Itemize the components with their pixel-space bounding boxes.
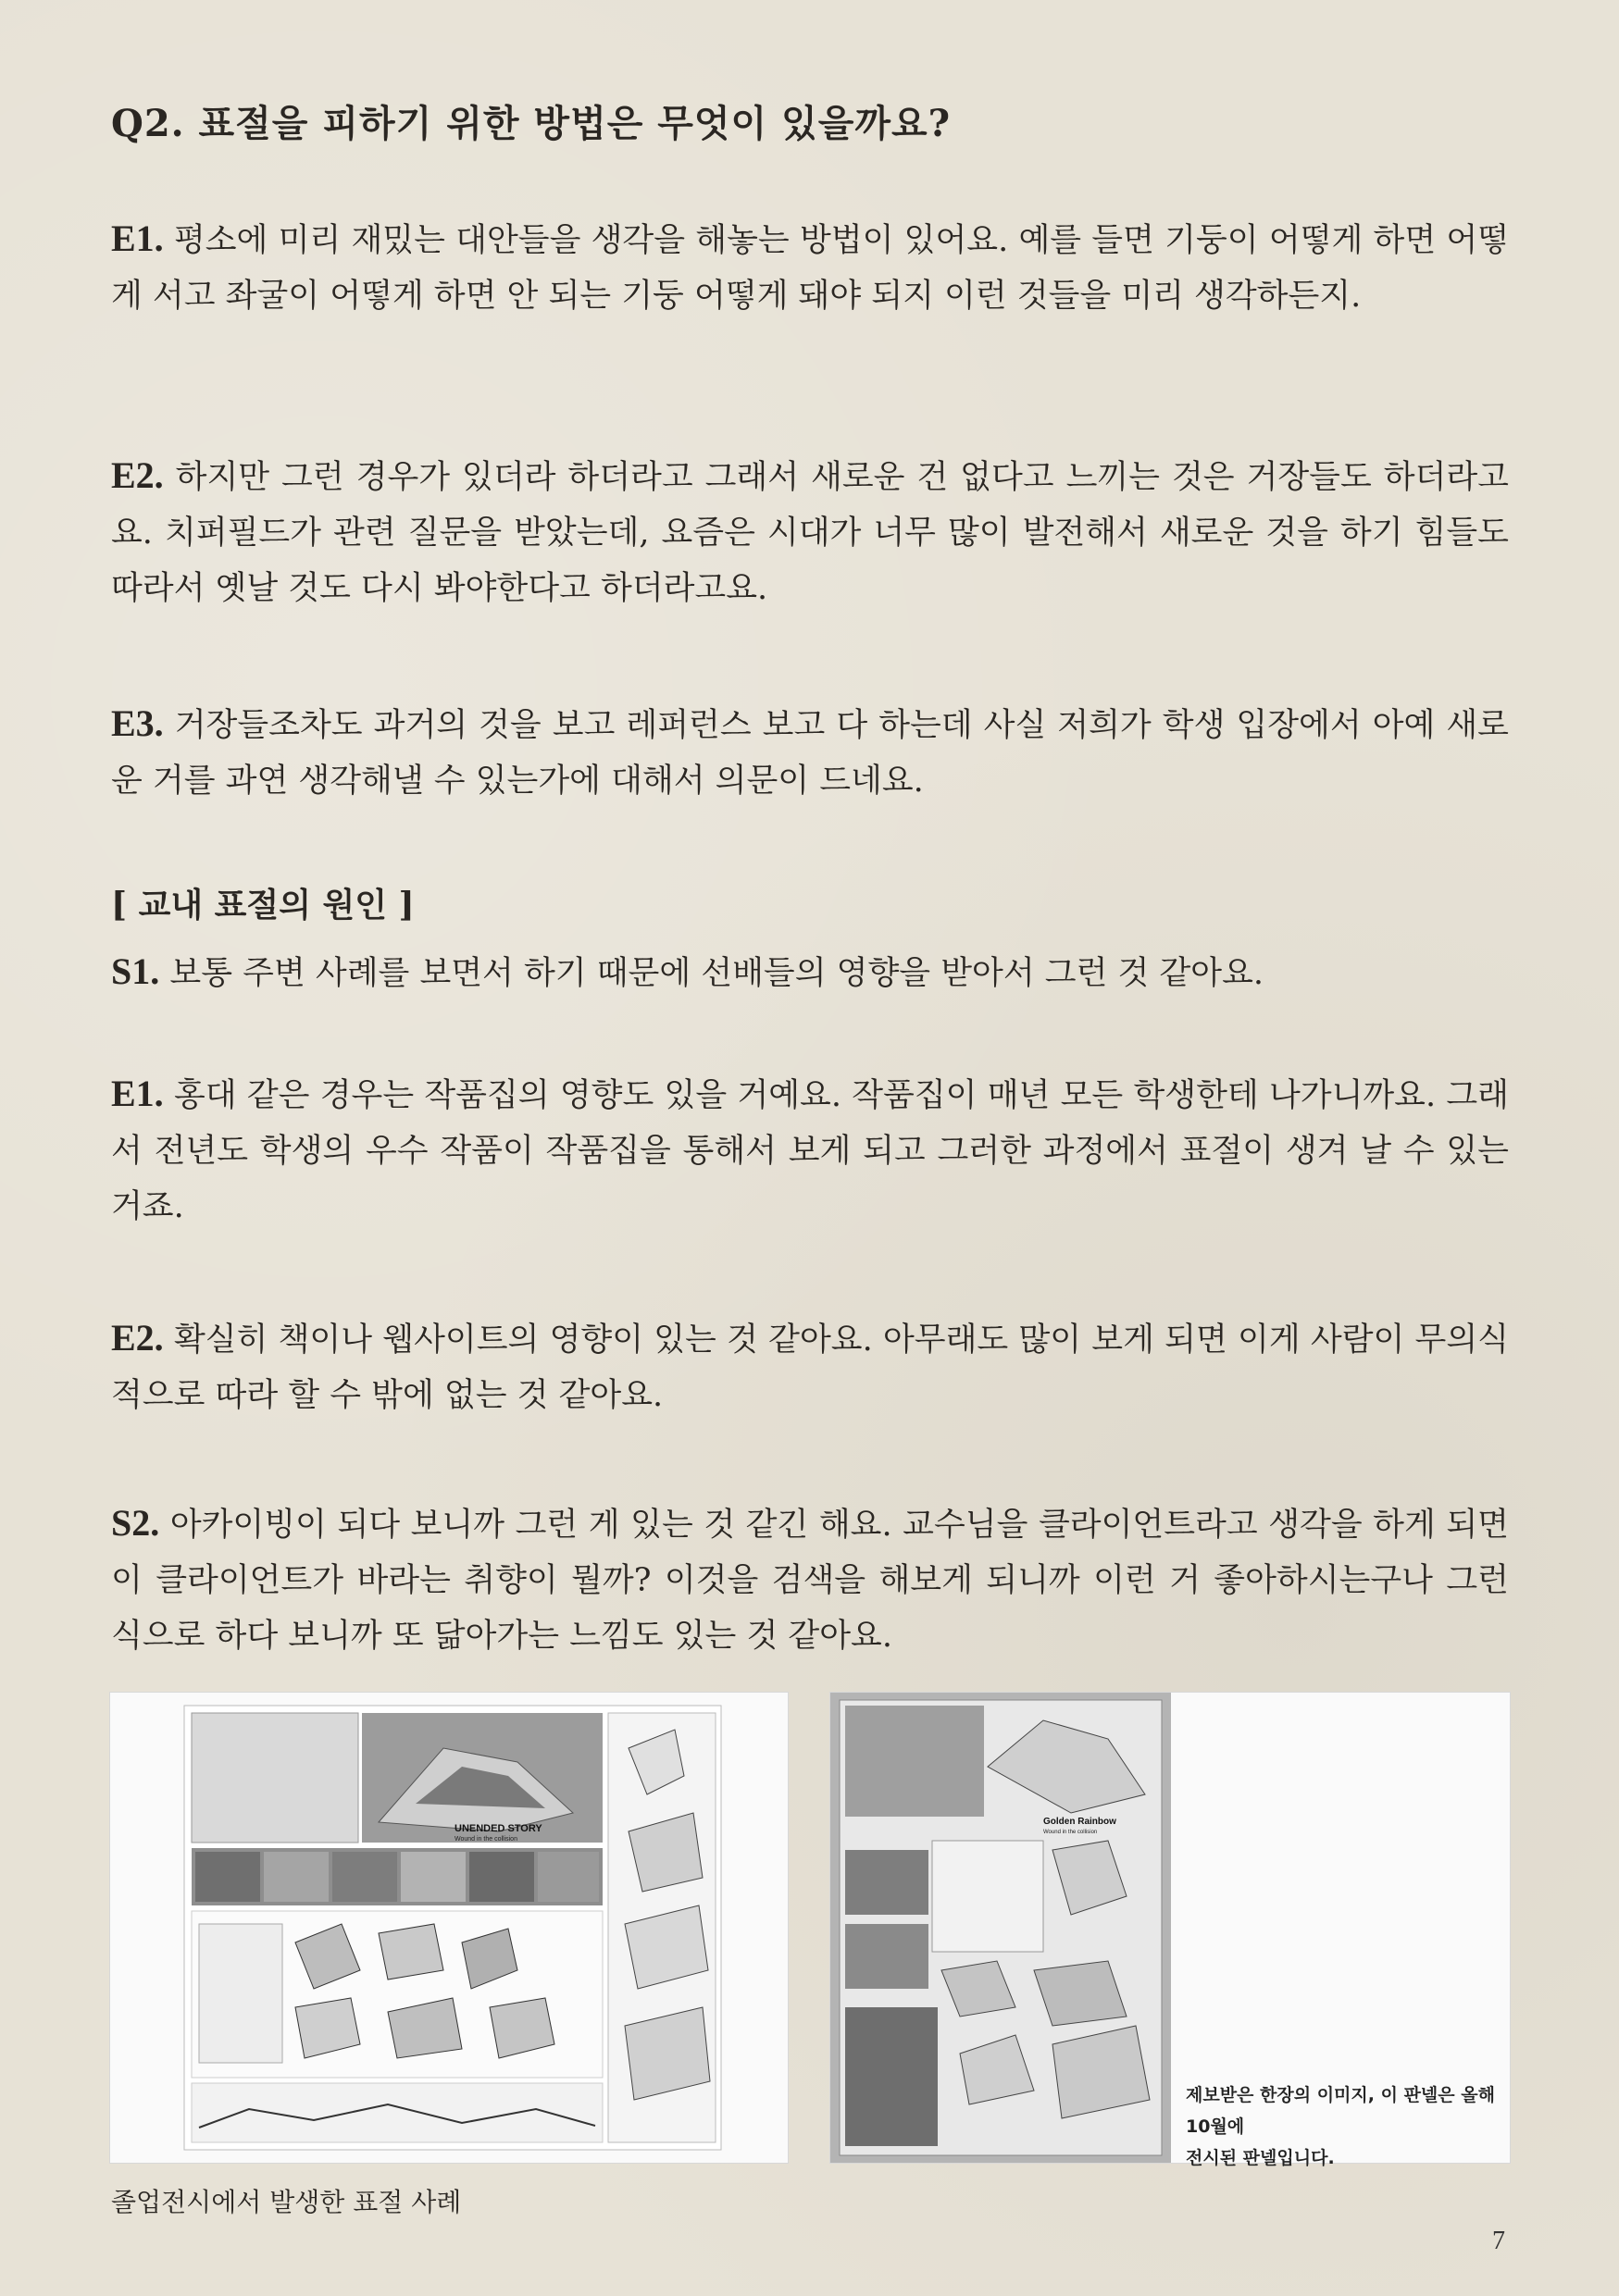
page-number: 7 (1492, 2227, 1505, 2255)
speaker-tag: S1. (111, 950, 160, 992)
answer-text: 평소에 미리 재밌는 대안들을 생각을 해놓는 방법이 있어요. 예를 들면 기둥이 어떻게 하면 어떻게 서고 좌굴이 어떻게 하면 안 되는 기둥 어떻게 돼야 되지 이런 것들을 미리 생각하든지. (111, 222, 1509, 315)
panel-title-right: Golden Rainbow (1043, 1817, 1116, 1827)
answer-e3 (111, 696, 1509, 809)
panel-subtitle-right: Wound in the collision (1043, 1830, 1098, 1835)
answer-text: 홍대 같은 경우는 작품집의 영향도 있을 거예요. 작품집이 매년 모든 학생한테 나가니까요. 그래서 전년도 학생의 우수 작품이 작품집을 통해서 보게 되고 그러한 과정에서 표절이 생겨 날 수 있는 거죠. (111, 1077, 1509, 1225)
figure-caption: 졸업전시에서 발생한 표절 사례 (111, 2187, 462, 2217)
exhibition-photo (830, 1693, 1171, 2163)
answer-s2 (111, 1496, 1509, 1664)
section-heading: [ 교내 표절의 원인 ] (111, 886, 415, 925)
caption-line: 제보받은 한장의 이미지, 이 판넬은 올해 10월에 (1186, 2085, 1495, 2137)
answer-s1 (111, 944, 1509, 1001)
panel-title-left: UNENDED STORY (455, 1823, 542, 1834)
speaker-tag: E2. (111, 454, 164, 496)
answer-e1 (111, 211, 1509, 324)
panel-subtitle-left: Wound in the collision (455, 1836, 517, 1843)
speaker-tag: E2. (111, 1317, 164, 1359)
speaker-tag: E3. (111, 702, 164, 744)
caption-line: 전시된 판넬입니다. (1186, 2148, 1335, 2168)
figure-inner-caption (1186, 2079, 1501, 2174)
speaker-tag: S2. (111, 1502, 160, 1544)
answer-e2 (111, 448, 1509, 616)
panel-image-right (829, 1692, 1511, 2168)
panel-image-left (109, 1692, 789, 2164)
answer-text: 거장들조차도 과거의 것을 보고 레퍼런스 보고 다 하는데 사실 저희가 학생 입장에서 아예 새로운 거를 과연 생각해낼 수 있는가에 대해서 의문이 드네요. (111, 707, 1509, 800)
answer-text: 하지만 그런 경우가 있더라 하더라고 그래서 새로운 건 없다고 느끼는 것은 거장들도 하더라고요. 치퍼필드가 관련 질문을 받았는데, 요즘은 시대가 너무 많이 발전해서 새로운 것을 하기 힘들도 따라서 옛날 것도 다시 봐야한다고 하더라고요. (111, 459, 1509, 607)
question-title: Q2. 표절을 피하기 위한 방법은 무엇이 있을까요? (111, 102, 952, 145)
speaker-tag: E1. (111, 217, 164, 259)
answer-text: 보통 주변 사례를 보면서 하기 때문에 선배들의 영향을 받아서 그런 것 같아요. (169, 955, 1264, 992)
answer-text: 확실히 책이나 웹사이트의 영향이 있는 것 같아요. 아무래도 많이 보게 되면 이게 사람이 무의식적으로 따라 할 수 밖에 없는 것 같아요. (111, 1322, 1509, 1414)
panel-board-illustration (110, 1693, 788, 2163)
answer-text: 아카이빙이 되다 보니까 그런 게 있는 것 같긴 해요. 교수님을 클라이언트라고 생각을 하게 되면 이 클라이언트가 바라는 취향이 뭘까? 이것을 검색을 해보게 되니까 이런 거 좋아하시는구나 그런 식으로 하다 보니까 또 닮아가는 느낌도 있는 것 같아요. (111, 1507, 1509, 1655)
answer-e2-b (111, 1310, 1509, 1423)
answer-e1-b (111, 1066, 1509, 1235)
exhibition-photo-illustration (830, 1693, 1171, 2163)
speaker-tag: E1. (111, 1073, 164, 1114)
